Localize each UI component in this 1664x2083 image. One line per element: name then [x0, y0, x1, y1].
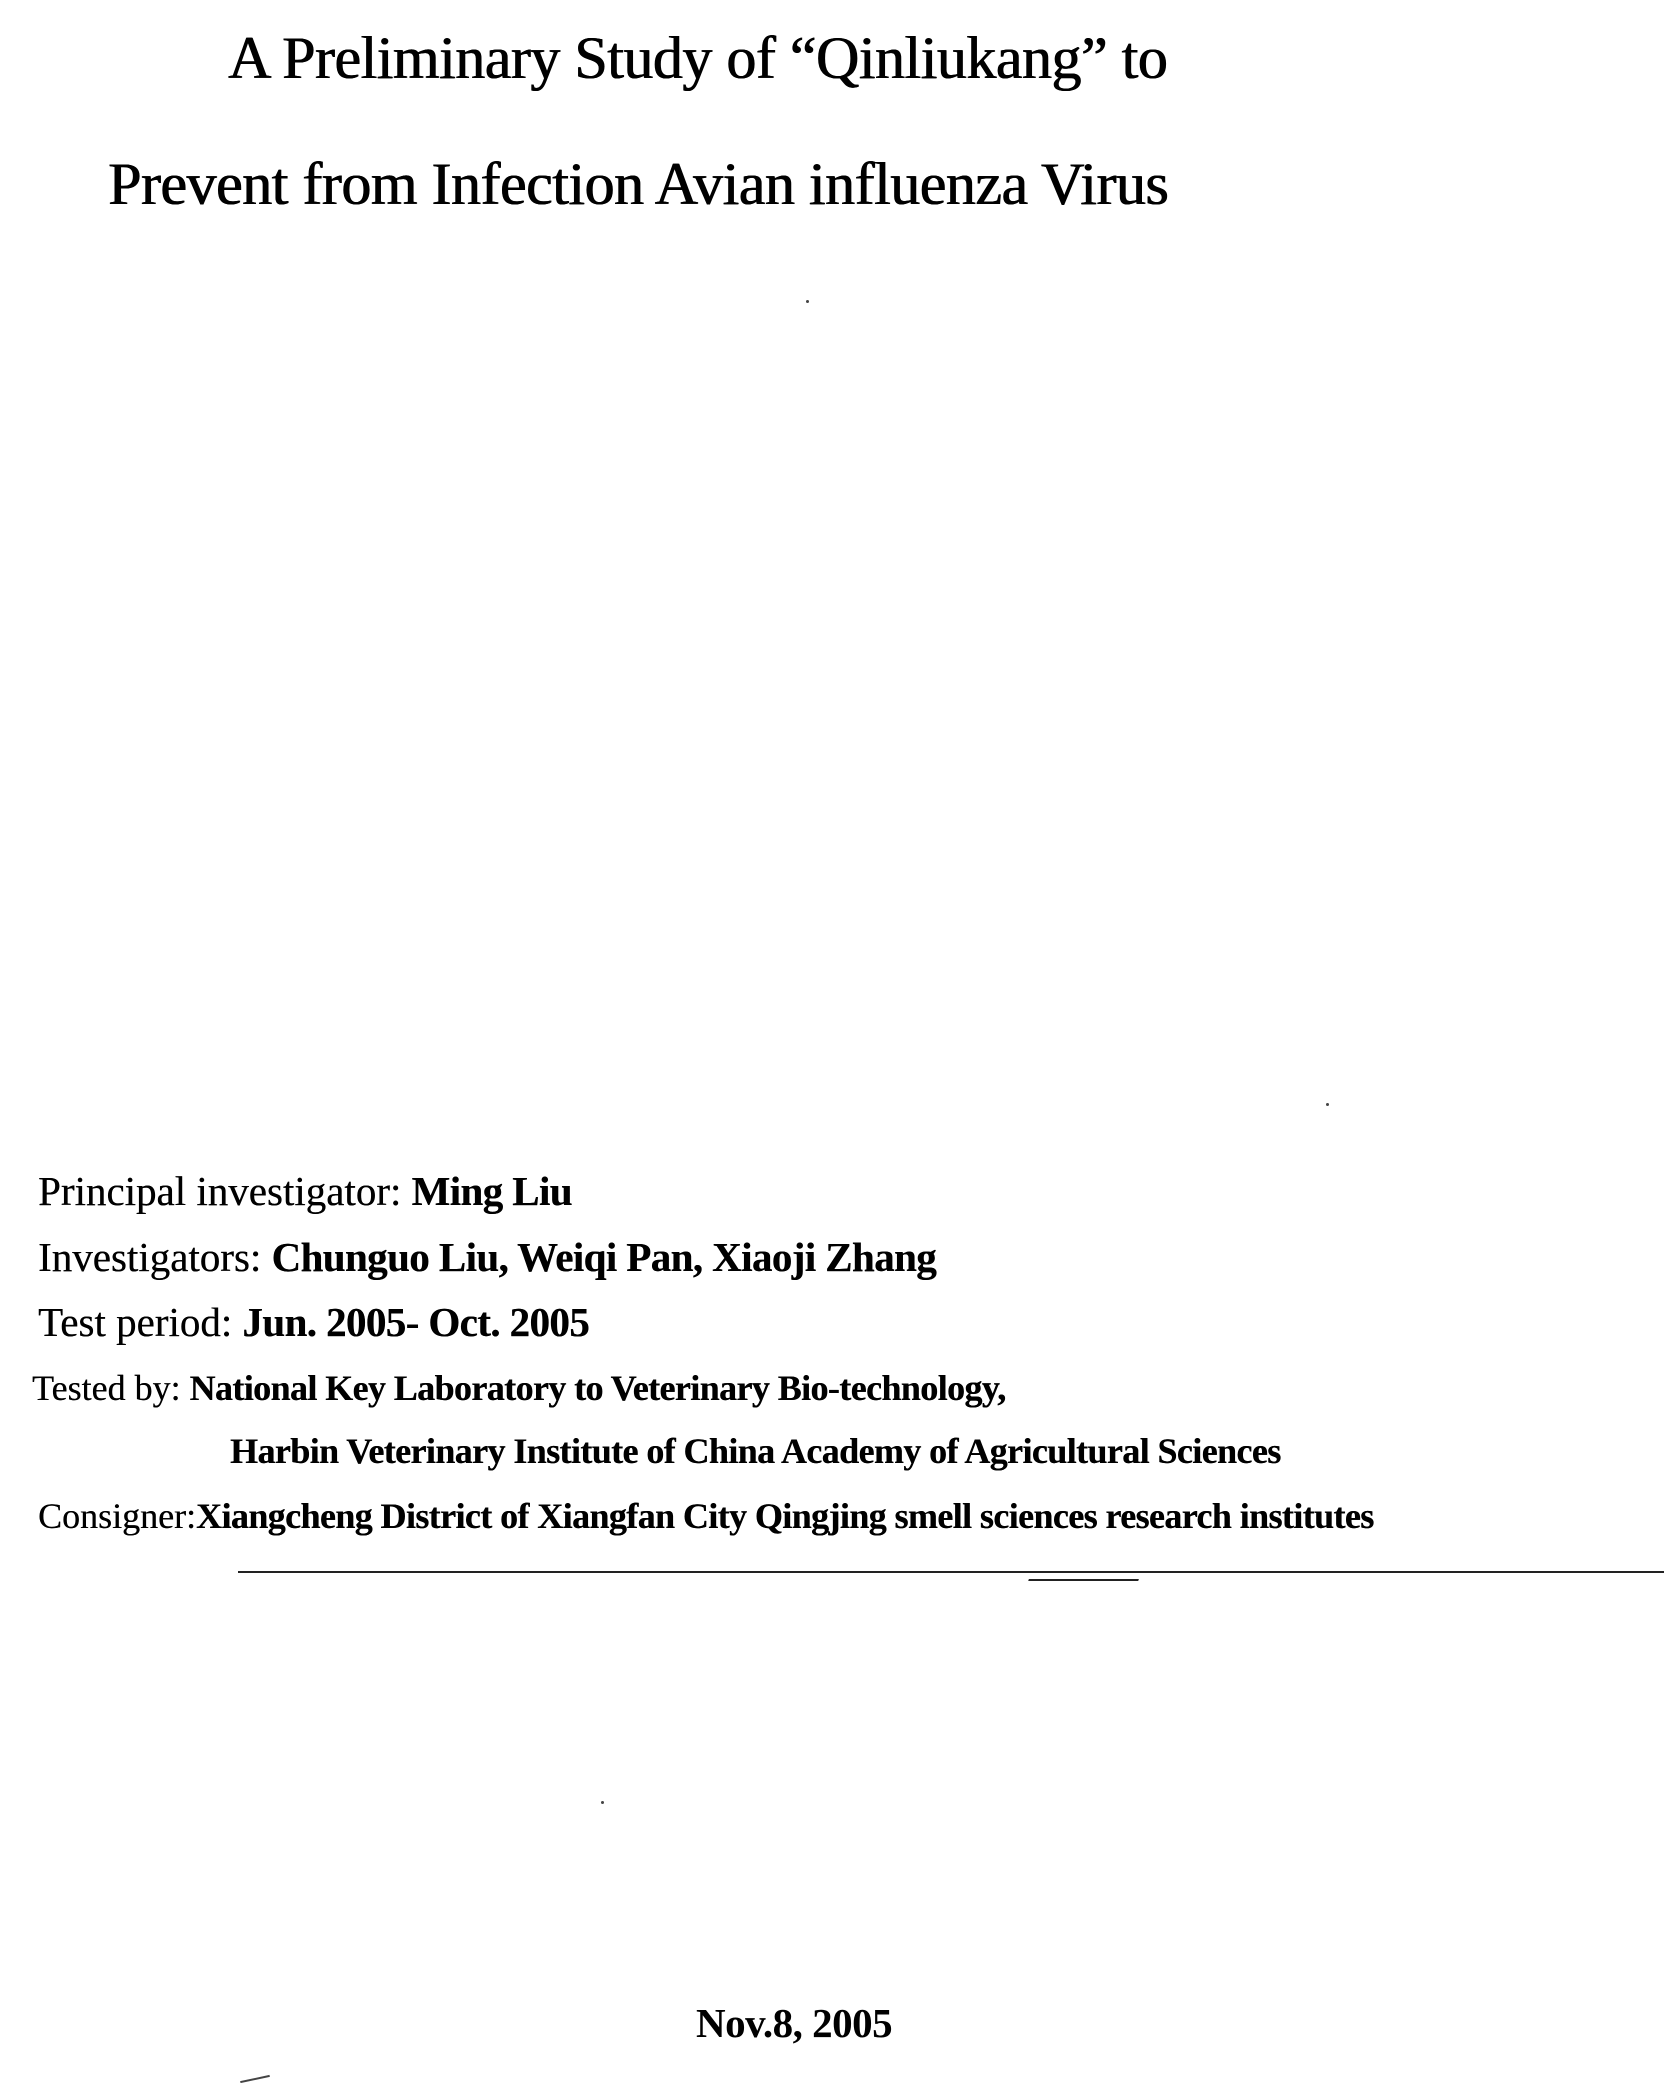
- tested-by-label: Tested by:: [32, 1368, 181, 1408]
- scan-speck: [601, 1801, 604, 1804]
- horizontal-rule: [238, 1571, 1664, 1573]
- test-period-value: Jun. 2005- Oct. 2005: [242, 1299, 590, 1345]
- investigators-label: Investigators:: [38, 1234, 262, 1280]
- consigner-label: Consigner:: [38, 1496, 196, 1536]
- tested-by-value-line1: National Key Laboratory to Veterinary Bio-technology,: [189, 1368, 1006, 1408]
- principal-investigator-row: [38, 1166, 572, 1216]
- investigators-value: Chunguo Liu, Weiqi Pan, Xiaoji Zhang: [271, 1234, 937, 1280]
- principal-investigator-label: Principal investigator:: [38, 1168, 402, 1214]
- tested-by-value-line2: Harbin Veterinary Institute of China Academy of Agricultural Sciences: [230, 1431, 1281, 1471]
- rule-dip-mark: [1028, 1571, 1142, 1581]
- consigner-value: Xiangcheng District of Xiangfan City Qingjing smell sciences research institutes: [196, 1496, 1374, 1536]
- consigner-row: [38, 1493, 1374, 1539]
- scan-speck: [806, 300, 809, 303]
- scan-speck: [1326, 1103, 1329, 1106]
- tested-by-row: [32, 1365, 1006, 1411]
- title-line-1: A Preliminary Study of “Qinliukang” to: [228, 25, 1168, 91]
- investigators-row: [38, 1232, 936, 1282]
- test-period-row: [38, 1297, 589, 1347]
- tested-by-row-2: [230, 1428, 1281, 1474]
- principal-investigator-value: Ming Liu: [411, 1168, 572, 1214]
- document-date: Nov.8, 2005: [696, 2000, 893, 2046]
- title-line-2: Prevent from Infection Avian influenza Virus: [108, 151, 1169, 217]
- test-period-label: Test period:: [38, 1299, 233, 1345]
- scan-speck: [240, 2075, 270, 2083]
